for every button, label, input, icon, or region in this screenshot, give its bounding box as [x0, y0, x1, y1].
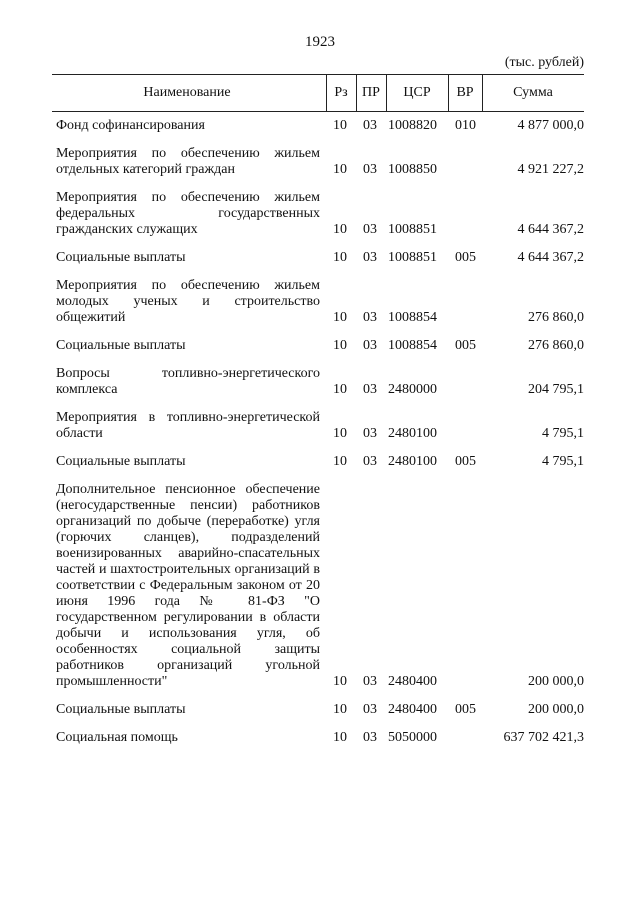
table-row: [52, 338, 584, 354]
row-rz: 10: [333, 454, 347, 469]
table-row: [52, 146, 584, 178]
row-csr: 1008851: [388, 222, 437, 237]
row-name: Вопросы топливно-энергетического комплекса: [56, 366, 320, 397]
row-pr: 03: [363, 162, 377, 177]
row-rz: 10: [333, 250, 347, 265]
row-sum: 276 860,0: [528, 310, 584, 325]
row-vr: 005: [455, 338, 476, 353]
row-pr: 03: [363, 702, 377, 717]
row-name: Фонд софинансирования: [56, 118, 205, 133]
row-rz: 10: [333, 702, 347, 717]
table-row: [52, 410, 584, 442]
row-rz: 10: [333, 162, 347, 177]
row-pr: 03: [363, 674, 377, 689]
row-csr: 2480100: [388, 426, 437, 441]
row-csr: 2480400: [388, 702, 437, 717]
row-name: Социальные выплаты: [56, 702, 186, 717]
row-pr: 03: [363, 310, 377, 325]
row-name: Социальные выплаты: [56, 250, 186, 265]
row-vr: 005: [455, 454, 476, 469]
row-name: Социальная помощь: [56, 730, 178, 745]
units-note: (тыс. рублей): [504, 55, 584, 70]
page-number: 1923: [305, 34, 335, 50]
row-rz: 10: [333, 382, 347, 397]
row-csr: 1008820: [388, 118, 437, 133]
row-sum: 4 921 227,2: [517, 162, 584, 177]
row-csr: 2480100: [388, 454, 437, 469]
row-pr: 03: [363, 382, 377, 397]
table-row: [52, 278, 584, 326]
row-csr: 1008854: [388, 310, 437, 325]
row-rz: 10: [333, 674, 347, 689]
row-csr: 1008854: [388, 338, 437, 353]
table-row: [52, 702, 584, 718]
row-sum: 4 877 000,0: [517, 118, 584, 133]
row-sum: 200 000,0: [528, 674, 584, 689]
row-name: Мероприятия по обеспечению жильем молодых ученых и строительство общежитий: [56, 278, 320, 325]
header-name: Наименование: [143, 85, 231, 100]
row-sum: 4 644 367,2: [517, 222, 584, 237]
row-vr: 005: [455, 250, 476, 265]
row-name: Социальные выплаты: [56, 454, 186, 469]
header-sum: Сумма: [513, 85, 553, 100]
table-row: [52, 250, 584, 266]
table-body: [52, 118, 584, 758]
row-pr: 03: [363, 454, 377, 469]
row-csr: 2480000: [388, 382, 437, 397]
header-csr: ЦСР: [403, 85, 431, 100]
row-name: Мероприятия по обеспечению жильем отдельных категорий граждан: [56, 146, 320, 177]
row-pr: 03: [363, 222, 377, 237]
row-csr: 1008851: [388, 250, 437, 265]
row-vr: 010: [455, 118, 476, 133]
row-pr: 03: [363, 730, 377, 745]
table-row: [52, 366, 584, 398]
row-rz: 10: [333, 118, 347, 133]
row-sum: 204 795,1: [528, 382, 584, 397]
row-rz: 10: [333, 222, 347, 237]
row-name: Мероприятия по обеспечению жильем федеральных государственных гражданских служащих: [56, 190, 320, 237]
row-vr: 005: [455, 702, 476, 717]
table-row: [52, 454, 584, 470]
row-name: Дополнительное пенсионное обеспечение (негосударственные пенсии) работников организаций по добыче (переработке) угля (горючих сланцев), подразделений военизированных аварийно-спасательных частей и шахтостроительных организаций в соответствии с Федеральным законом от 20 июня 1996 года № 81-ФЗ "О государственном регулировании в области добычи и использования угля, об особенностях социальной защиты работников организаций угольной промышленности": [56, 482, 320, 689]
row-pr: 03: [363, 118, 377, 133]
row-pr: 03: [363, 250, 377, 265]
row-name: Социальные выплаты: [56, 338, 186, 353]
table-row: [52, 118, 584, 134]
row-csr: 5050000: [388, 730, 437, 745]
row-rz: 10: [333, 730, 347, 745]
row-sum: 276 860,0: [528, 338, 584, 353]
table-row: [52, 730, 584, 746]
header-pr: ПР: [362, 85, 380, 100]
row-name: Мероприятия в топливно-энергетической области: [56, 410, 320, 441]
row-pr: 03: [363, 338, 377, 353]
row-sum: 4 795,1: [542, 454, 584, 469]
table-header: [52, 74, 584, 112]
row-sum: 4 644 367,2: [517, 250, 584, 265]
row-csr: 1008850: [388, 162, 437, 177]
table-row: [52, 482, 584, 690]
row-rz: 10: [333, 338, 347, 353]
row-rz: 10: [333, 426, 347, 441]
row-pr: 03: [363, 426, 377, 441]
row-csr: 2480400: [388, 674, 437, 689]
row-sum: 4 795,1: [542, 426, 584, 441]
header-vr: ВР: [456, 85, 474, 100]
row-rz: 10: [333, 310, 347, 325]
row-sum: 200 000,0: [528, 702, 584, 717]
row-sum: 637 702 421,3: [503, 730, 584, 745]
header-rz: Рз: [334, 85, 348, 100]
table-row: [52, 190, 584, 238]
